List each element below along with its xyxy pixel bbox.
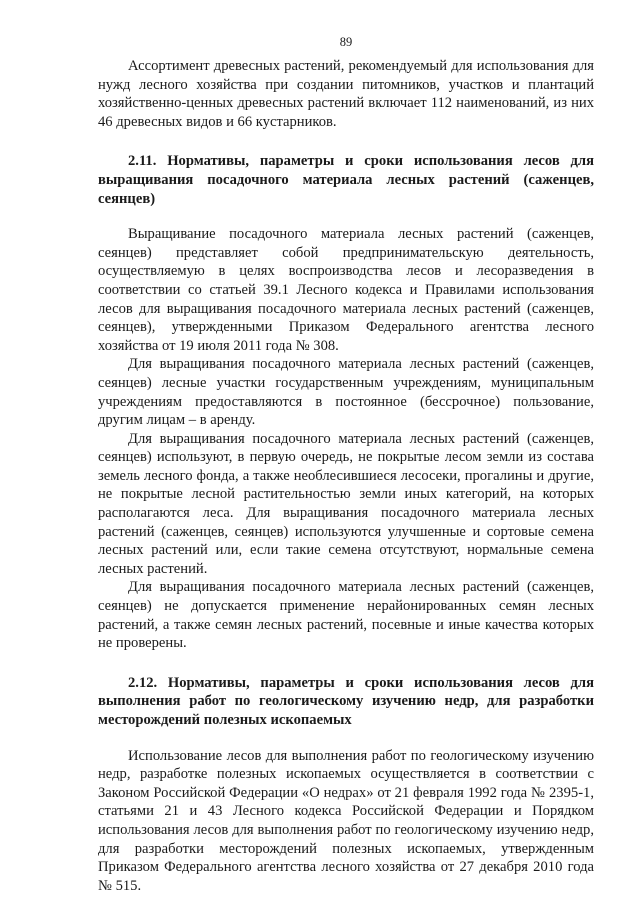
spacer	[98, 131, 594, 152]
document-page	[98, 34, 594, 895]
section-2-11-paragraph-4: Для выращивания посадочного материала лесных растений (саженцев, сеянцев) не допускается применение нерайонированных семян лесных растений, а также семян лесных растений, посевные и иные качества которых не проверены.	[98, 579, 594, 652]
section-2-11-paragraph-2: Для выращивания посадочного материала лесных растений (саженцев, сеянцев) лесные участки государственным учреждениям, муниципальным учреждениям предоставляются в постоянное (бессрочное) пользование, другим лицам – в аренду.	[98, 356, 594, 429]
section-2-11-paragraph-3: Для выращивания посадочного материала лесных растений (саженцев, сеянцев) используют, в первую очередь, не покрытые лесом земли из состава земель лесного фонда, а также необлесившиеся лесосеки, прогалины и другие, не покрытые лесной растительностью земли иных категорий, на которых располагаются леса. Для выращивания посадочного материала лесных растений (саженцев, сеянцев) используются улучшенные и сортовые семена лесных растений или, если такие семена отсутствуют, нормальные семена лесных растений.	[98, 430, 594, 577]
section-2-11-paragraph-1: Выращивание посадочного материала лесных растений (саженцев, сеянцев) представляет собой предпринимательскую деятельность, осуществляемую в целях воспроизводства лесов и лесоразведения в соответствии со статьей 39.1 Лесного кодекса и Правилами использования лесов для выращивания посадочного материала лесных растений (саженцев, сеянцев), утвержденными Приказом Федерального агентства лесного хозяйства от 19 июля 2011 года № 308.	[98, 226, 594, 354]
spacer	[98, 208, 594, 225]
page-number: 89	[339, 35, 353, 49]
spacer	[98, 653, 594, 674]
section-2-12-paragraph-1: Использование лесов для выполнения работ по геологическому изучению недр, разработке полезных ископаемых осуществляется в соответствии с Законом Российской Федерации «О недрах» от 21 февраля 1992 года № 2395-1, статьями 21 и 43 Лесного кодекса Российской Федерации и Порядком использования лесов для выполнения работ по геологическому изучению недр, для разработки месторождений полезных ископаемых, утвержденным Приказом Федерального агентства лесного хозяйства от 27 декабря 2010 года № 515.	[98, 747, 594, 894]
section-2-11-heading: 2.11. Нормативы, параметры и сроки использования лесов для выращивания посадочного материала лесных растений (саженцев, сеянцев)	[98, 153, 594, 207]
section-2-12-heading: 2.12. Нормативы, параметры и сроки использования лесов для выполнения работ по геологическому изучению недр, для разработки месторождений полезных ископаемых	[98, 674, 594, 728]
intro-paragraph: Ассортимент древесных растений, рекомендуемый для использования для нужд лесного хозяйства при создании питомников, участков и плантаций хозяйственно-ценных древесных растений включает 112 наименований, из них 46 древесных видов и 66 кустарников.	[98, 58, 594, 130]
spacer	[98, 730, 594, 747]
